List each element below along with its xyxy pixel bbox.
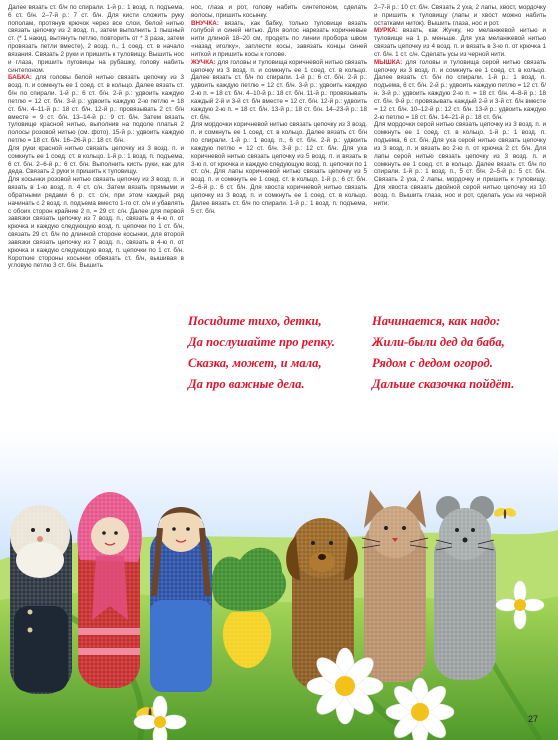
granddaughter-puppet-icon [150, 507, 212, 692]
section-heading: БАБКА: [8, 74, 32, 82]
section-heading: ЖУЧКА: [191, 58, 216, 66]
poem-left [188, 311, 368, 395]
text-column-3 [374, 4, 546, 310]
paragraph: ВНУЧКА: вязать, как бабку, только туловище вязать голубой и синей нитью. Для волос нарезать коричневые нити длиной 18–20 см, продеть по линии пробора швом «назад иголку», заплести косы, завязать концы синей ниткой и пришить косы к голове. [191, 19, 367, 58]
poem-line: Рядом с дедом огород. [372, 356, 493, 370]
poem-line: Жили-были дед да баба, [372, 335, 505, 349]
paragraph: 2–7-й р.: 10 ст. б/н. Связать 2 уха, 2 лапы, хвост, мордочку и пришить к туловищу (лапы и хвост можно набить остатками ниток). Вышить глаза, нос и рот. [374, 4, 546, 27]
paragraph: Для мордочки серой нитью связать цепочку из 3 возд. п. и сомкнуть ее 1 соед. ст. в кольцо. 1-й р.: 1 возд. п. подъема, 6 ст. б/н. Для уха серой нитью связать цепочку из 3 возд. п. и вязать во 2-ю п. от крючка 2 ст. б/н. Для лапы серой нитью связать цепочку из 3 возд. п. и сомкнуть ее 1 соед. ст. в кольцо. Далее вязать ст. б/н по спирали. 1-й р.: 1 возд. п., 5 ст. б/н. 2–5-й р.: 5 ст. б/н. Связать 2 уха, 2 лапы, мордочку и пришить к туловищу. Для хвоста связать двойной серой нитью цепочку из 10 возд. п. Вышить глаза, нос и рот, сделать усы из черной нити. [374, 121, 546, 207]
text-column-2 [191, 4, 367, 310]
daisy-icon [307, 648, 383, 724]
cat-puppet-icon [362, 490, 428, 682]
grandma-puppet-icon [77, 492, 142, 688]
poem-line: Сказка, может, и мала, [188, 356, 322, 370]
paragraph: нос, глаза и рот, голову набить синтепоном, сделать волосы, пришить косынку. [191, 4, 367, 19]
page-number: 27 [527, 714, 538, 724]
paragraph: МУРКА: вязать, как Жучку, но меланжевой нитью и туловище на 1 р. меньше. Для уха меланжевой нитью связать цепочку из 4 возд. п. и вязать в 3-ю п. от крючка 1 ст. б/н. 1 ст. с/н. Сделать усы из черной нити. [374, 27, 546, 58]
section-heading: МУРКА: [374, 27, 398, 35]
instructions-text [8, 4, 546, 310]
paragraph: ЖУЧКА: для головы и туловища коричневой нитью связать цепочку из 3 возд. п. и сомкнуть ее 1 соед. ст. в кольцо. Далее вязать ст. б/н по спирали. 1-й р.: 6 ст. б/н. 2-й р.: удвоить каждую петлю = 12 ст. б/н. 3-й р.: удвоить каждую 2-ю п. = 18 ст. б/н. 4–10-й р.: 18 ст. б/н. 11-й р.: провязывать каждый 2-й и 3-й ст. б/н вместе = 12 ст. б/н. 12-й р.: удвоить каждую 2-ю п. = 18 ст. б/н. 13-й р.: 18 ст. б/н. 14–23-й р.: 18 ст. б/н. [191, 58, 367, 121]
paragraph: Для руки красной нитью связать цепочку из 3 возд. п. и сомкнуть ее 1 соед. ст. в кольцо. 1-й р.: 1 возд. п. подъема, 6 ст. б/н. 2–6-й р.: 6 ст. б/н. Выполнить кисть руки, как для деда. Связать 2 руки и пришить к туловищу. [8, 144, 184, 176]
text-column-1 [8, 4, 184, 310]
poem-line: Да послушайте про репку. [188, 335, 335, 349]
paragraph: Далее вязать ст. б/н по спирали. 1-й р.: 1 возд. п. подъема, 6 ст. б/н. 2–7-й р.: 7 ст. б/н. Для кисти сложить руку пополам, протянув крючок через все слои, белой нитью связать цепочку из 2 возд. п., затем выполнить 1 пышный ст. (* 1 накид, вытянуть петлю, повторить от * 3 раза, затем провязать петли вместе), 2 возд. п., 1 соед. ст. в начало вязания. Связать 2 руки и пришить к туловищу. Вышить нос и глаза, пришить пуговицы на рубашку, голову набить синтепоном. [8, 4, 184, 74]
poem-line: Дальше сказочка пойдёт. [372, 377, 515, 391]
mouse-puppet-icon [434, 496, 496, 680]
poem-line: Да про важные дела. [188, 377, 305, 391]
butterfly-icon [492, 506, 517, 519]
paragraph: Для косынки розовой нитью связать цепочку из 3 возд. п. и вязать в 1-ю возд. п. 4 ст. с/н. Затем вязать прямыми и обратными рядами 6 р. ст. с/н, при этом каждый ряд начинать с 2 возд. п. подъема вместо 1-го ст. с/н и убавлять с обоих сторон крайние 2 п. = 29 ст. с/н. Далее для первой завязки связать цепочку из 7 возд. п., связать в 4-ю п. от крючка и каждую следующую возд. п. цепочки по 1 ст. б/н, связать 29 ст. б/н по длинной стороне косынки, для второй завязки связать цепочку из 7 возд. п., связать в 4-ю п. от крючка и каждую следующую возд. п. цепочки по 1 ст. б/н. Короткие стороны косынки обвязать ст. б/н, вышивая в угловую петлю 3 ст. б/н. Вышить [8, 176, 184, 270]
poem-right [372, 311, 552, 395]
poem-line: Начинается, как надо: [372, 314, 501, 328]
section-heading: МЫШКА: [374, 58, 403, 66]
poem-line: Посидите тихо, детки, [188, 314, 322, 328]
section-heading: ВНУЧКА: [191, 19, 219, 27]
daisy-icon [386, 678, 454, 740]
grandpa-puppet-icon [10, 505, 72, 694]
paragraph: МЫШКА: для головы и туловища серой нитью связать цепочку из 3 возд. п. и сомкнуть ее 1 соед. ст. в кольцо. Далее вязать ст. б/н по спирали. 1-й р.: 1 возд. п. подъема, 6 ст. б/н. 2-й р.: удвоить каждую петлю = 12 ст. б/н. 3-й р.: удвоить каждую 2-ю п. = 18 ст. б/н. 4–8-й р.: 18 ст. б/н. 9-й р.: провязывать каждый 2-й и 3-й ст. б/н вместе = 12 ст. б/н. 10–12-й р.: 12 ст. б/н. 13-й р.: удвоить каждую 2-ю петлю = 18 ст. б/н. 14–21-й р.: 18 ст. б/н. [374, 58, 546, 121]
paragraph: Для мордочки коричневой нитью связать цепочку из 3 возд. п. и сомкнуть ее 1 соед. ст. в кольцо. Далее вязать ст. б/н по спирали. 1-й р.: 1 возд. п., 6 ст. б/н. 2-й р.: удвоить каждую петлю = 12 ст. б/н. 3-й р.: 12 ст. б/н. Для уха коричневой нитью связать цепочку из 5 возд. п. и вязать в 3-ю п. от крючка и каждую следующую возд. п. цепочки по 1 ст. с/н. Для лапы коричневой нитью связать цепочку из 5 возд. п. и сомкнуть ее 1 соед. ст. в кольцо. 1-й р.: 6 ст. б/н. 2–6-й р.: 6 ст. б/н. Для хвоста коричневой нитью связать цепочку из 3 возд. п. и сомкнуть ее 1 соед. ст. в кольцо. Далее вязать ст. б/н по спирали. 1-й р.: 1 возд. п. подъема, 5 ст. б/н. [191, 121, 367, 215]
paragraph: БАБКА: для головы белой нитью связать цепочку из 3 возд. п. и сомкнуть ее 1 соед. ст. в кольцо. Далее вязать ст. б/н по спирали. 1-й р.: 6 ст. б/н. 2-й р.: удвоить каждую петлю = 12 ст. б/н. 3-й р.: удвоить каждую 2-ю петлю = 18 ст. б/н. 4–11-й р.: 18 ст. б/н. 12-й р.: провязывать 2 ст. б/н вместе = 9 ст. б/н. 13–14-й р.: 9 ст. б/н. Затем вязать туловище красной нитью, выполнив на подоле платья 2 полосы розовой нитью (см. фото). 15-й р.: удвоить каждую петлю = 18 ст. б/н. 16–26-й р.: 18 ст. б/н. [8, 74, 184, 145]
